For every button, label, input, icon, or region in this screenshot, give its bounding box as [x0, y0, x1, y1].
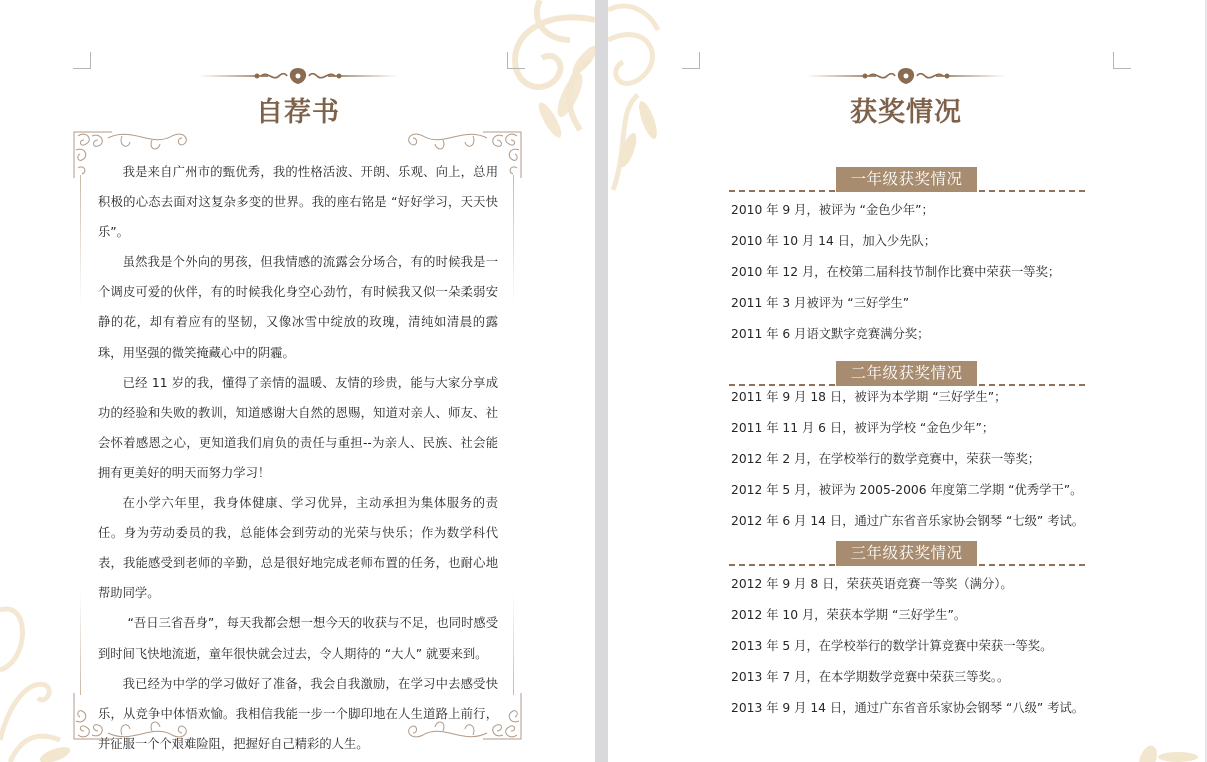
- section-heading-grade3: [729, 538, 1085, 566]
- section-badge: 三年级获奖情况: [836, 541, 977, 566]
- page-title: 获奖情况: [850, 97, 962, 128]
- award-list-grade2: [731, 382, 1111, 537]
- self-recommendation-text: [98, 157, 498, 759]
- fleur-ornament-icon: [861, 66, 951, 86]
- background-swirl-decoration: [1118, 735, 1205, 762]
- section-badge: 二年级获奖情况: [836, 361, 977, 386]
- essay-paragraph: 已经 11 岁的我，懂得了亲情的温暖、友情的珍贵，能与大家分享成功的经验和失败的教训，知道感谢大自然的恩赐，知道对亲人、师友、社会怀着感恩之心，更知道我们肩负的责任与重担--为亲人、民族、社会能拥有更美好的明天而努力学习！: [98, 375, 498, 480]
- award-item: 2012 年 9 月 8 日，荣获英语竞赛一等奖（满分）。: [731, 577, 1013, 591]
- margin-corner-mark: [1113, 52, 1131, 69]
- essay-paragraph: 我已经为中学的学习做好了准备，我会自我激励，在学习中去感受快乐，从竞争中体悟欢愉。我相信我能一步一个脚印地在人生道路上前行，并征服一个个艰难险阻，把握好自己精彩的人生。: [98, 676, 498, 751]
- award-item: 2013 年 5 月，在学校举行的数学计算竞赛中荣获一等奖。: [731, 639, 1053, 653]
- award-item: 2010 年 12 月，在校第二届科技节制作比赛中荣获一等奖；: [731, 265, 1061, 279]
- award-item: 2013 年 9 月 14 日，通过广东省音乐家协会钢琴 “八级” 考试。: [731, 701, 1085, 715]
- section-heading-grade1: [729, 164, 1085, 192]
- margin-corner-mark: [507, 52, 525, 69]
- essay-paragraph: “吾日三省吾身”，每天我都会想一想今天的收获与不足，也同时感受到时间飞快地流逝，童年很快就会过去，令人期待的 “大人” 就要来到。: [98, 616, 498, 661]
- essay-paragraph: 我是来自广州市的甄优秀，我的性格活波、开朗、乐观、向上，总用积极的心态去面对这复杂多变的世界。我的座右铭是 “好好学习，天天快乐”。: [98, 165, 498, 240]
- frame-border-line: [80, 175, 81, 695]
- margin-corner-mark: [73, 52, 91, 69]
- background-swirl-decoration: [608, 0, 698, 200]
- award-item: 2011 年 3 月被评为 “三好学生”: [731, 296, 910, 310]
- award-list-grade3: [731, 569, 1111, 724]
- section-badge: 一年级获奖情况: [836, 167, 977, 192]
- title-ornament: [806, 66, 1006, 86]
- award-item: 2012 年 10 月，荣获本学期 “三好学生”。: [731, 608, 967, 622]
- award-item: 2012 年 5 月，被评为 2005-2006 年度第二学期 “优秀学干”。: [731, 483, 1083, 497]
- margin-corner-mark: [682, 52, 700, 69]
- title-ornament: [198, 66, 398, 86]
- fleur-ornament-icon: [253, 66, 343, 86]
- award-list-grade1: [731, 195, 1111, 350]
- award-item: 2012 年 6 月 14 日，通过广东省音乐家协会钢琴 “七级” 考试。: [731, 514, 1085, 528]
- award-item: 2012 年 2 月，在学校举行的数学竞赛中，荣获一等奖；: [731, 452, 1041, 466]
- page-left: [0, 0, 595, 762]
- essay-paragraph: 在小学六年里，我身体健康、学习优异，主动承担为集体服务的责任。身为劳动委员的我，总能体会到劳动的光荣与快乐；作为数学科代表，我能感受到老师的辛勤，总是很好地完成老师布置的任务，也耐心地帮助同学。: [98, 496, 498, 601]
- award-item: 2011 年 11 月 6 日，被评为学校 “金色少年”；: [731, 421, 995, 435]
- page-title: 自荐书: [256, 97, 340, 128]
- award-item: 2010 年 10 月 14 日，加入少先队；: [731, 234, 937, 248]
- award-item: 2013 年 7 月，在本学期数学竞赛中荣获三等奖。。: [731, 670, 1010, 684]
- award-item: 2011 年 9 月 18 日，被评为本学期 “三好学生”；: [731, 390, 1007, 404]
- background-swirl-decoration: [0, 590, 80, 762]
- frame-border-line: [513, 175, 514, 695]
- essay-paragraph: 虽然我是个外向的男孩，但我情感的流露会分场合，有的时候我是一个调皮可爱的伙伴，有的时候我化身空心劲竹，有时候我又似一朵柔弱安静的花，却有着应有的坚韧，又像冰雪中绽放的玫瑰，清纯如清晨的露珠，用坚强的微笑掩藏心中的阴霾。: [98, 255, 498, 360]
- award-item: 2011 年 6 月语文默字竞赛满分奖；: [731, 327, 930, 341]
- award-item: 2010 年 9 月，被评为 “金色少年”；: [731, 203, 934, 217]
